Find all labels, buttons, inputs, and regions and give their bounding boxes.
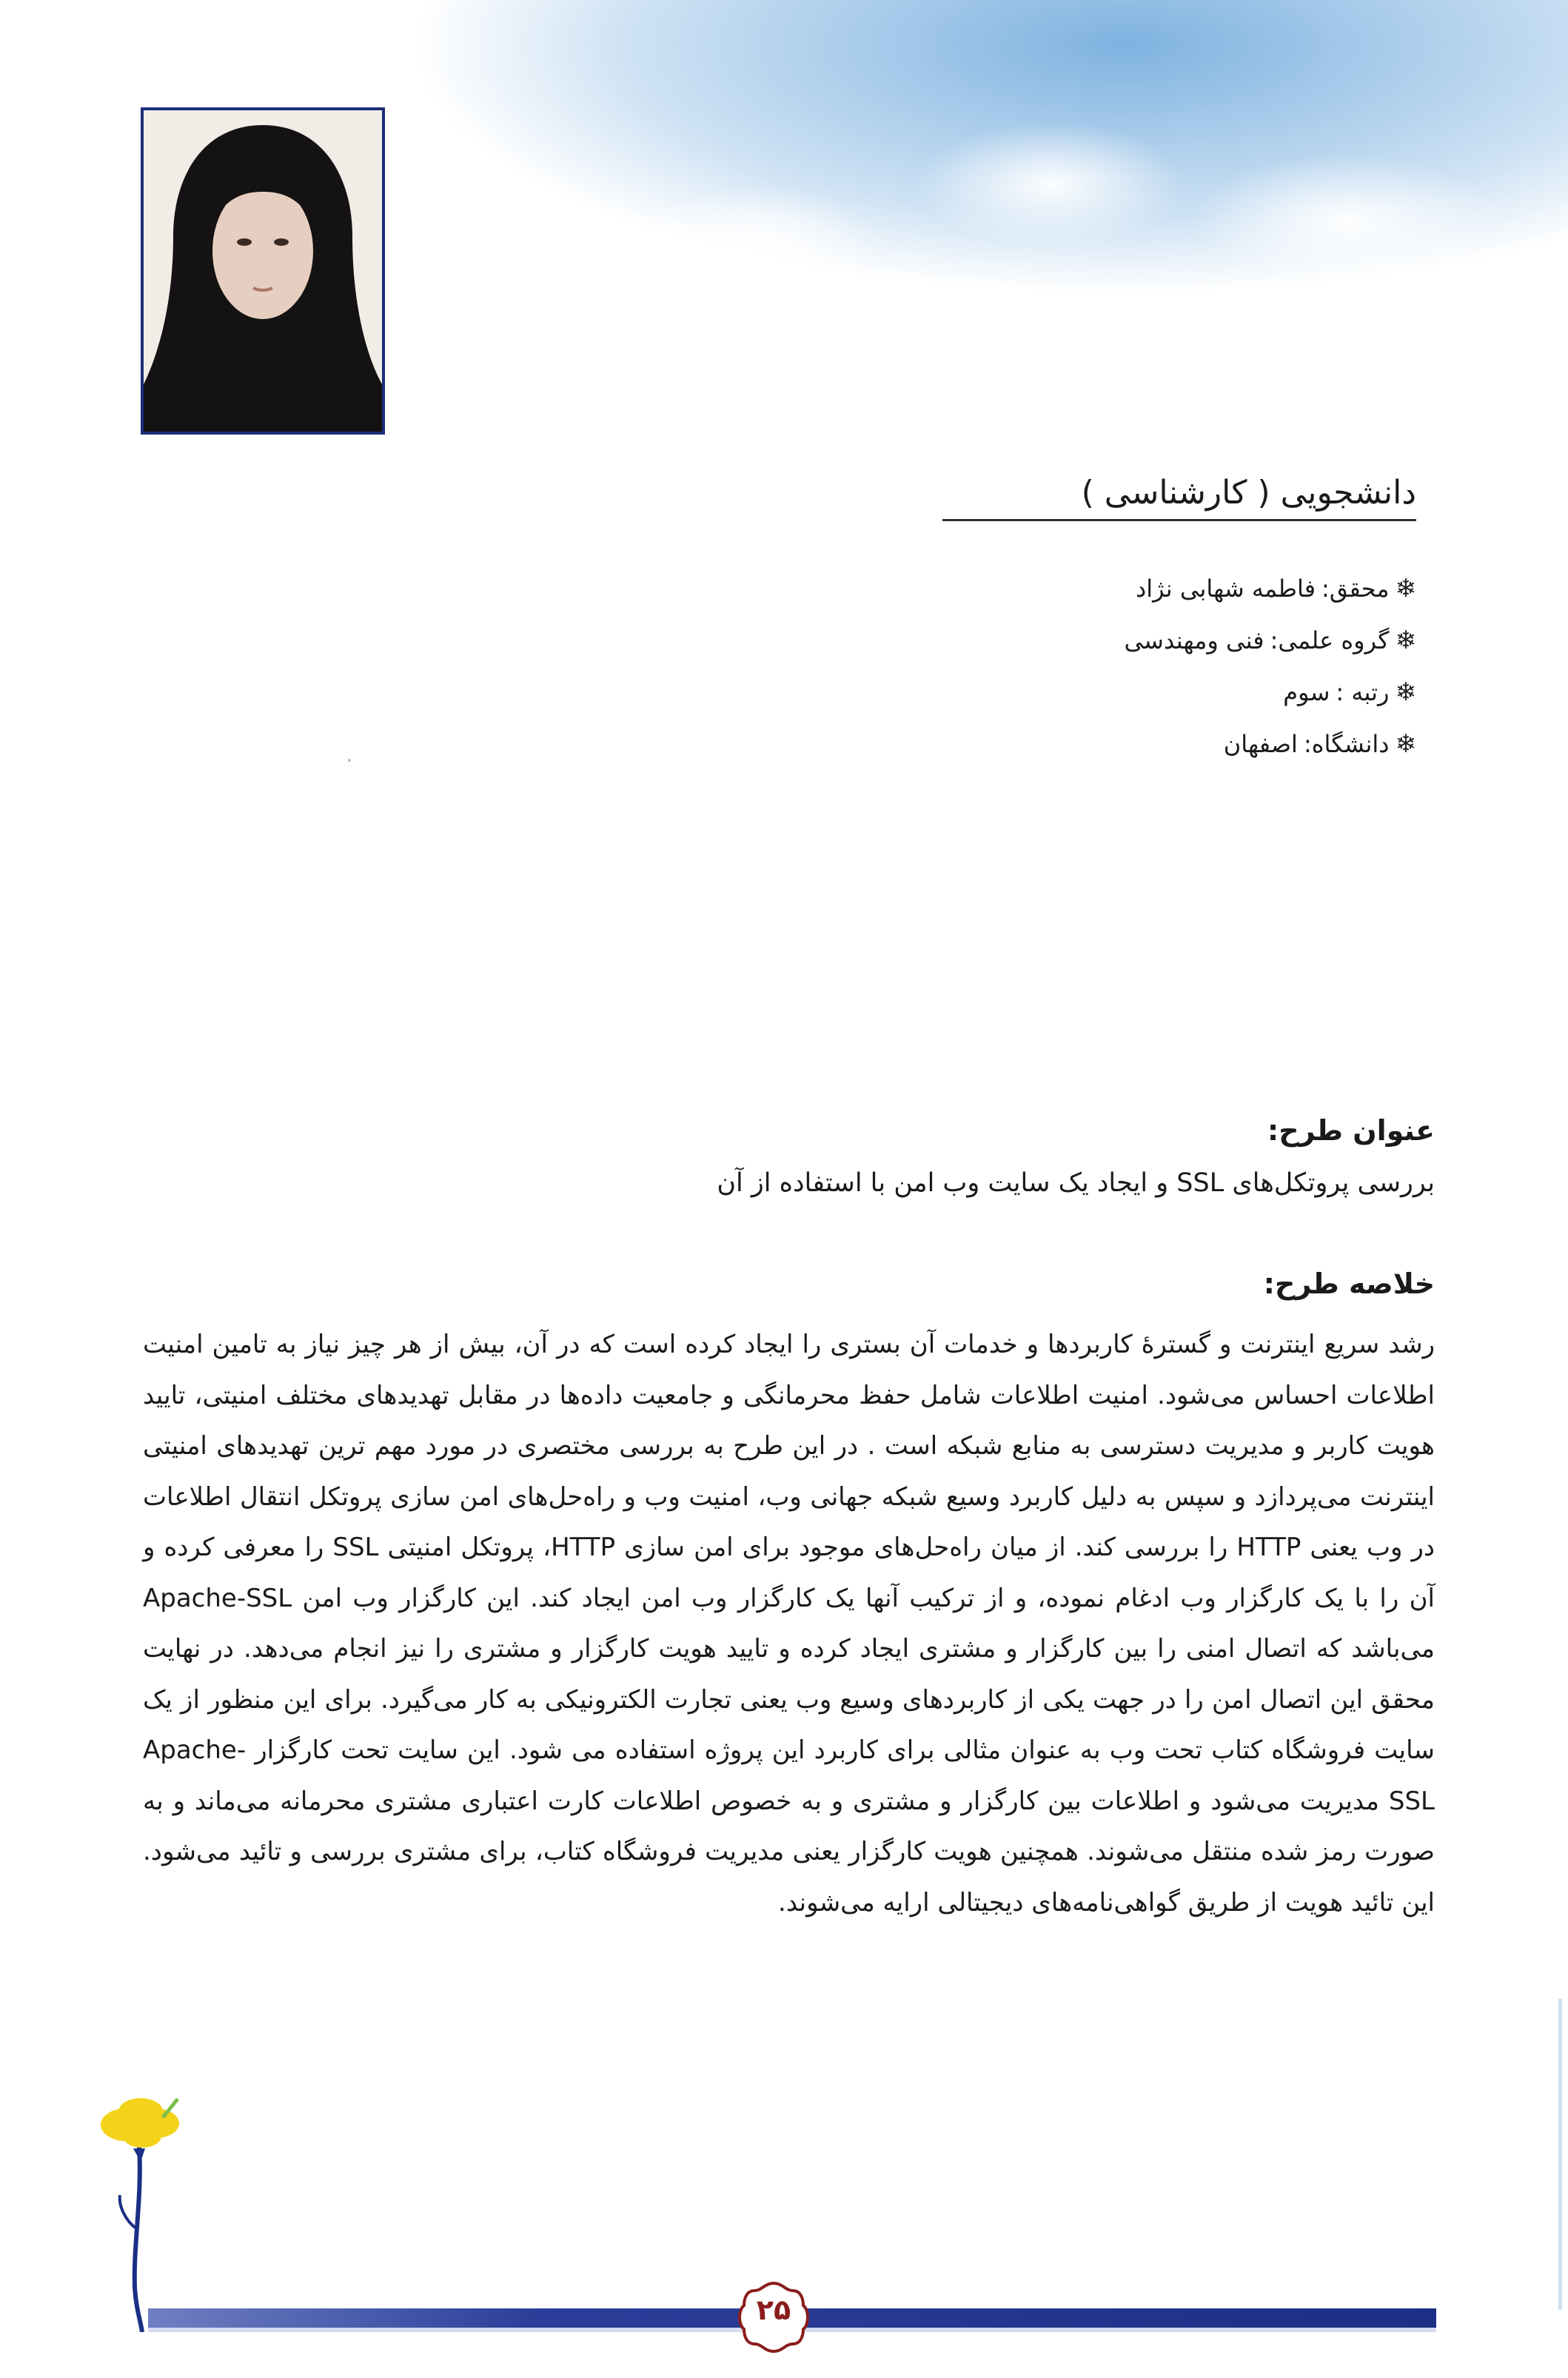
info-label: رتبه : bbox=[1336, 678, 1390, 706]
info-label: محقق: bbox=[1321, 575, 1390, 603]
page-edge-stripe bbox=[1558, 1999, 1562, 2310]
info-label: دانشگاه: bbox=[1303, 730, 1390, 758]
print-speck bbox=[348, 759, 351, 762]
summary-label: خلاصه طرح: bbox=[1263, 1267, 1435, 1300]
project-title: بررسی پروتکل‌های SSL و ایجاد یک سایت وب امن با استفاده از آن bbox=[717, 1168, 1435, 1198]
snowflake-bullet-icon: ❄ bbox=[1395, 677, 1416, 707]
info-row-university bbox=[898, 718, 1416, 770]
category-heading: دانشجویی ( کارشناسی ) bbox=[942, 474, 1416, 521]
info-row-group bbox=[898, 614, 1416, 666]
info-value: اصفهان bbox=[1223, 730, 1298, 758]
sky-cloud-background bbox=[385, 0, 1568, 348]
info-value: فاطمه شهابی نژاد bbox=[1135, 575, 1316, 603]
snowflake-bullet-icon: ❄ bbox=[1395, 729, 1416, 759]
info-label: گروه علمی: bbox=[1270, 626, 1390, 654]
info-value: فنی ومهندسی bbox=[1124, 626, 1264, 654]
researcher-photo bbox=[141, 107, 385, 435]
snowflake-bullet-icon: ❄ bbox=[1395, 574, 1416, 603]
researcher-info-list bbox=[898, 563, 1416, 770]
info-value: سوم bbox=[1283, 678, 1330, 706]
flower-decoration-icon bbox=[81, 2095, 215, 2332]
snowflake-bullet-icon: ❄ bbox=[1395, 626, 1416, 655]
info-row-rank bbox=[898, 666, 1416, 718]
project-title-label: عنوان طرح: bbox=[1267, 1114, 1435, 1147]
page-number: ۲۵ bbox=[756, 2294, 791, 2326]
portrait-illustration bbox=[144, 110, 382, 432]
info-row-researcher bbox=[898, 563, 1416, 614]
project-summary: رشد سریع اینترنت و گسترهٔ کاربردها و خدمات آن بستری را ایجاد کرده است که در آن، بیش از هر چیز نیاز به تامین امنیت اطلاعات احساس می‌شود. امنیت اطلاعات شامل حفظ محرمانگی و جامعیت داده‌ها در مقابل تهدیدهای مختلف امنیتی، تایید هویت کاربر و مدیریت دسترسی به منابع شبکه است . در این طرح به بررسی مختصری در مورد مهم ترین تهدیدهای امنیتی اینترنت می‌پردازد و سپس به دلیل کاربرد وسیع شبکه جهانی وب، امنیت وب و راه‌حل‌های امن سازی پروتکل انتقال اطلاعات در وب یعنی HTTP را بررسی کند. از میان راه‌حل‌های موجود برای امن سازی HTTP، پروتکل امنیتی SSL را معرفی کرده و آن را با یک کارگزار وب ادغام نموده، و از ترکیب آنها یک کارگزار وب امن ایجاد کند. این کارگزار وب امن Apache-SSL می‌باشد که اتصال امنی را بین کارگزار و مشتری ایجاد کرده و تایید هویت کارگزار و مشتری را نیز انجام می‌دهد. در نهایت محقق این اتصال امن را در جهت یکی از کاربردهای وسیع وب یعنی تجارت الکترونیکی به کار می‌گیرد. برای این منظور از یک سایت فروشگاه کتاب تحت وب به عنوان مثالی برای کاربرد این پروژه استفاده می شود. این سایت تحت کارگزار Apache-SSL مدیریت می‌شود و اطلاعات بین کارگزار و مشتری و به خصوص اطلاعات کارت اعتباری مشتری محرمانه می‌ماند و به صورت رمز شده منتقل می‌شوند. همچنین هویت کارگزار یعنی مدیریت فروشگاه کتاب، برای مشتری بررسی و تائید می‌شود. این تائید هویت از طریق گواهی‌نامه‌های دیجیتالی ارایه می‌شوند. bbox=[143, 1330, 1435, 1918]
